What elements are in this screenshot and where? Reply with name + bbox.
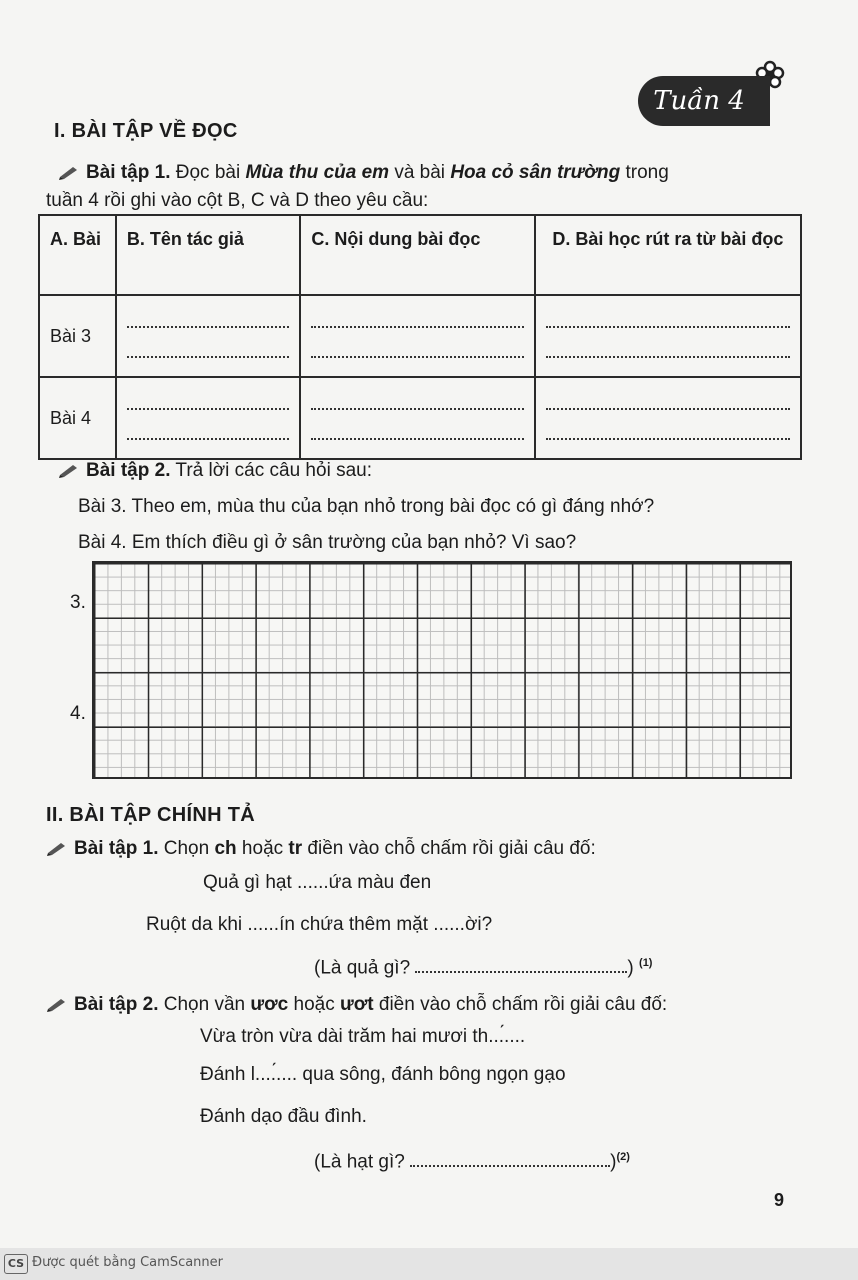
week-badge: Tuần 4 (638, 76, 770, 126)
section-title-reading: I. BÀI TẬP VỀ ĐỌC (54, 120, 238, 142)
exercise-1-instruction: Bài tập 1. Đọc bài Mùa thu của em và bài Hoa cỏ sân trường trong (58, 160, 669, 186)
riddle-1-answer: (Là quả gì? ) $^{(1)}$ (314, 957, 653, 979)
table-row (39, 377, 801, 459)
pencil-icon (46, 840, 68, 856)
answer-cell[interactable] (535, 295, 801, 377)
answer-blank[interactable] (415, 957, 627, 973)
scanner-watermark-bar (0, 1248, 858, 1280)
answer-cell[interactable] (116, 377, 301, 459)
exercise-1-instruction-line2: tuần 4 rồi ghi vào cột B, C và D theo yêu cầu: (46, 190, 429, 211)
row-label: Bài 4 (39, 377, 116, 459)
answer-cell[interactable] (116, 295, 301, 377)
answer-blank[interactable] (410, 1151, 610, 1167)
spelling-exercise-1-instruction: Bài tập 1. Chọn ch hoặc tr điền vào chỗ chấm rồi giải câu đố: (46, 836, 596, 862)
pencil-icon (58, 462, 80, 478)
answer-cell[interactable] (300, 377, 534, 459)
answer-cell[interactable] (300, 295, 534, 377)
table-header-b: B. Tên tác giả (116, 215, 301, 295)
spelling-exercise-2-instruction: Bài tập 2. Chọn vần ươc hoặc ươt điền vào chỗ chấm rồi giải câu đố: (46, 992, 667, 1018)
question-3: Bài 3. Theo em, mùa thu của bạn nhỏ trong bài đọc có gì đáng nhớ? (78, 496, 655, 517)
section-title-spelling: II. BÀI TẬP CHÍNH TẢ (46, 804, 255, 826)
riddle-1-line-2: Ruột da khi ......ín chứa thêm mặt ......ời? (146, 914, 493, 935)
camscanner-logo-icon: CS (4, 1254, 28, 1274)
table-row (39, 295, 801, 377)
exercise-2-instruction: Bài tập 2. Trả lời các câu hỏi sau: (58, 458, 372, 484)
table-header-a: A. Bài (39, 215, 116, 295)
scanner-watermark-text: Được quét bằng CamScanner (32, 1255, 224, 1270)
riddle-1-line-1: Quả gì hạt ......ứa màu đen (203, 872, 432, 893)
riddle-2-line-1: Vừa tròn vừa dài trăm hai mươi th...́.... (200, 1026, 526, 1047)
question-4: Bài 4. Em thích điều gì ở sân trường của bạn nhỏ? Vì sao? (78, 532, 577, 553)
table-header-c: C. Nội dung bài đọc (300, 215, 534, 295)
reading-table (38, 214, 802, 460)
riddle-2-line-2: Đánh l....́.... qua sông, đánh bông ngọn gạo (200, 1064, 566, 1085)
answer-cell[interactable] (535, 377, 801, 459)
pencil-icon (58, 164, 80, 180)
table-header-d: D. Bài học rút ra từ bài đọc (535, 215, 801, 295)
row-label: Bài 3 (39, 295, 116, 377)
riddle-2-answer: (Là hạt gì? )$^{(2)}$ (314, 1151, 630, 1173)
pencil-icon (46, 996, 68, 1012)
page-number: 9 (774, 1190, 785, 1210)
grid-label-3: 3. (70, 592, 86, 613)
writing-grid[interactable] (92, 561, 792, 779)
grid-label-4: 4. (70, 703, 86, 724)
riddle-2-line-3: Đánh dạo đầu đình. (200, 1106, 367, 1127)
